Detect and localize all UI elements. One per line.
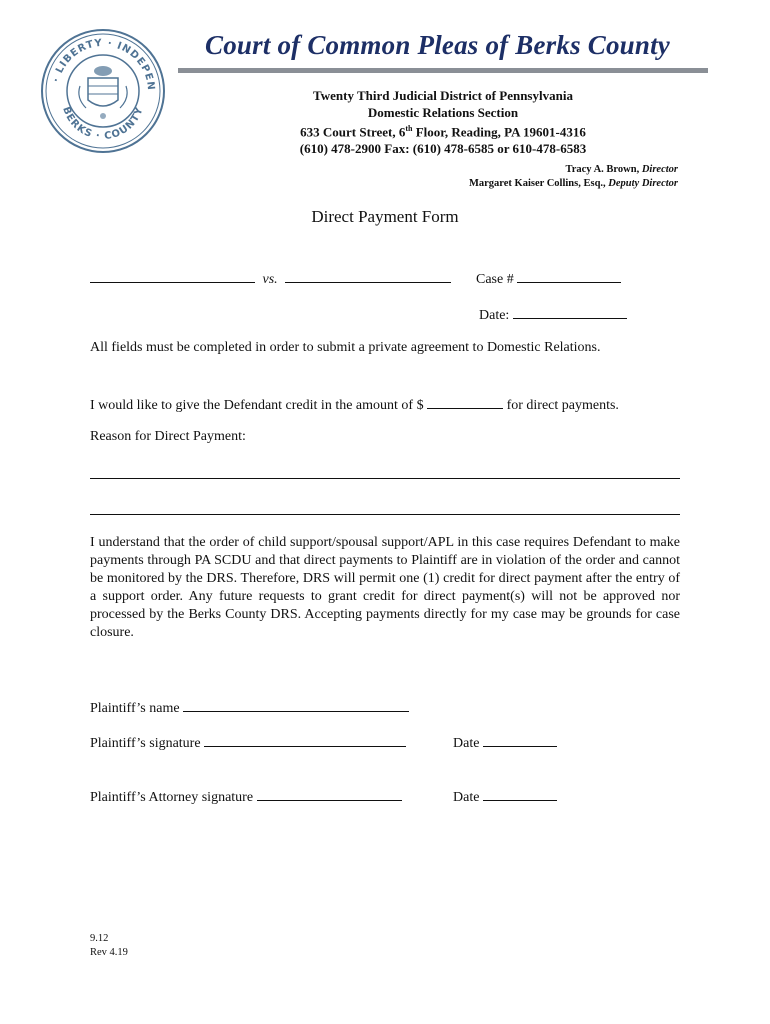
- berks-county-seal-icon: [40, 28, 166, 154]
- case-number-field[interactable]: [517, 268, 621, 283]
- seal-bottom-text: BERKS · COUNTY: [60, 105, 146, 143]
- plaintiff-name-line: Plaintiff’s name: [90, 697, 409, 717]
- reason-label: Reason for Direct Payment:: [90, 429, 246, 444]
- attorney-signature-line: Plaintiff’s Attorney signature: [90, 786, 402, 806]
- version-number: 9.12: [90, 933, 109, 944]
- case-number-line: Case #: [476, 268, 621, 288]
- section-name: Domestic Relations Section: [367, 104, 519, 120]
- svg-text:VIRTUE · LIBERTY · INDEPENDENC: [40, 28, 156, 91]
- credit-amount-line: I would like to give the Defendant credit in the amount of $ for direct payments.: [90, 394, 619, 414]
- plaintiff-date-line: Date: [453, 732, 557, 752]
- acknowledgement-paragraph: I understand that the order of child support/spousal support/APL in this case requires Defendant to make payments through PA SCDU and that direct payments to Plaintiff are in violation of the order and cannot be monitored by the DRS. Therefore, DRS will permit one (1) credit for direct payment after the entry of a support order. Any future requests to grant credit for direct payment(s) will not be approved nor processed by the Berks County DRS. Accepting payments directly for my case may be grounds for case closure.: [90, 535, 680, 640]
- date-field[interactable]: [513, 304, 627, 319]
- plaintiff-signature-line: Plaintiff’s signature: [90, 732, 406, 752]
- director-line: Tracy A. Brown, Director: [565, 164, 678, 175]
- form-version-footer: [90, 932, 128, 960]
- date-line: Date:: [479, 304, 627, 324]
- attorney-date-field[interactable]: [483, 786, 557, 801]
- form-title: Direct Payment Form: [311, 207, 459, 226]
- plaintiff-date-field[interactable]: [483, 732, 557, 747]
- seal-top-text: · LIBERTY · INDEPEN: [50, 37, 157, 92]
- reason-line-1[interactable]: [90, 478, 680, 479]
- plaintiff-party-field[interactable]: [90, 268, 255, 283]
- header-divider: [178, 68, 708, 73]
- court-address-block: [178, 88, 708, 157]
- revision-date: Rev 4.19: [90, 947, 128, 958]
- reason-line-2[interactable]: [90, 514, 680, 515]
- district-name: Twenty Third Judicial District of Pennsylvania: [313, 88, 573, 103]
- street-address: 633 Court Street, 6th Floor, Reading, PA 19601-4316: [300, 124, 586, 140]
- parties-line: vs.: [90, 268, 451, 288]
- attorney-date-line: Date: [453, 786, 557, 806]
- instruction-text: All fields must be completed in order to submit a private agreement to Domestic Relations.: [90, 340, 601, 355]
- attorney-signature-field[interactable]: [257, 786, 402, 801]
- credit-amount-field[interactable]: [427, 394, 503, 409]
- court-title: Court of Common Pleas of Berks County: [205, 30, 670, 60]
- plaintiff-signature-field[interactable]: [204, 732, 406, 747]
- phone-fax: (610) 478-2900 Fax: (610) 478-6585 or 610-478-6583: [299, 140, 587, 156]
- plaintiff-name-field[interactable]: [183, 697, 409, 712]
- defendant-party-field[interactable]: [285, 268, 451, 283]
- deputy-director-line: Margaret Kaiser Collins, Esq., Deputy Director: [468, 178, 678, 189]
